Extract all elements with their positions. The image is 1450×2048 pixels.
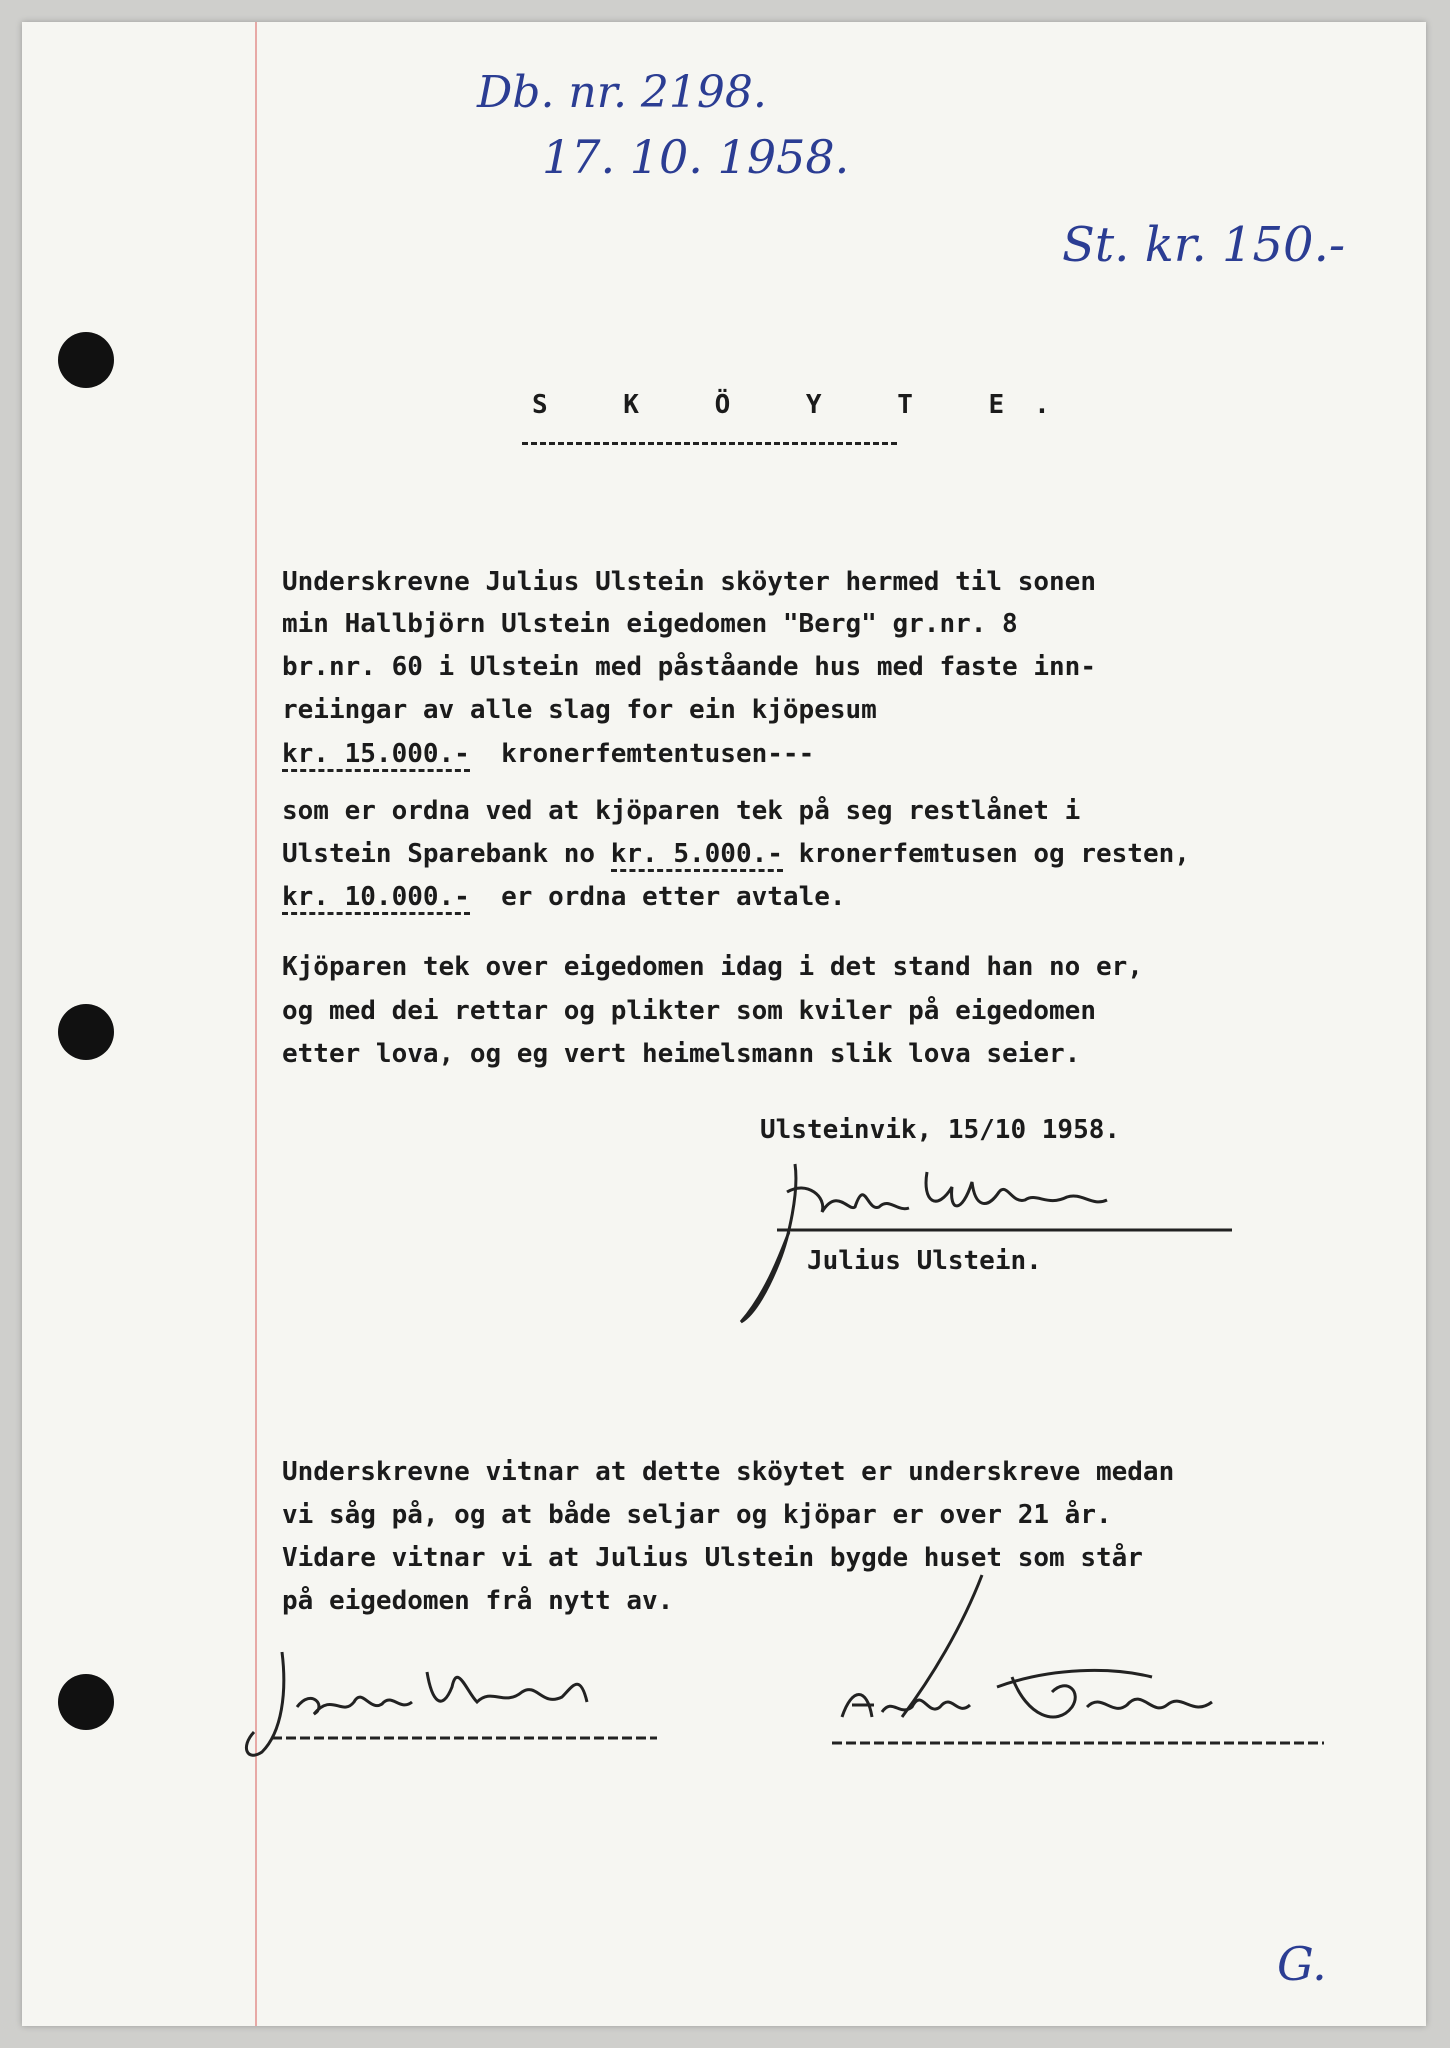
para2-line-2: og med dei rettar og plikter som kviler på eigedomen: [282, 996, 1096, 1026]
registration-date: 17. 10. 1958.: [542, 130, 850, 184]
witness-2-signature: [812, 1567, 1332, 1782]
loan-line-1: som er ordna ved at kjöparen tek på seg restlånet i: [282, 796, 1081, 826]
seller-signature: [737, 1152, 1237, 1332]
loan-amount: kr. 5.000.-: [611, 839, 783, 872]
para2-line-3: etter lova, og eg vert heimelsmann slik lova seier.: [282, 1039, 1081, 1069]
punch-hole-middle: [58, 1004, 114, 1060]
witness-1-signature: [242, 1632, 662, 1782]
loan-line-2-post: kronerfemtusen og resten,: [798, 839, 1190, 869]
punch-hole-top: [58, 332, 114, 388]
registration-number: Db. nr. 2198.: [477, 67, 767, 118]
witness-line-4: på eigedomen frå nytt av.: [282, 1586, 674, 1616]
price-amount: kr. 15.000.-: [282, 739, 470, 772]
witness-line-1: Underskrevne vitnar at dette sköytet er underskreve medan: [282, 1457, 1175, 1487]
body-line-4: reiingar av alle slag for ein kjöpesum: [282, 695, 877, 725]
punch-hole-bottom: [58, 1674, 114, 1730]
document-title: S K Ö Y T E.: [532, 390, 1080, 420]
body-line-2: min Hallbjörn Ulstein eigedomen "Berg" gr.nr. 8: [282, 609, 1018, 639]
rest-text: er ordna etter avtale.: [501, 882, 846, 912]
price-line: [282, 739, 814, 769]
place-date: Ulsteinvik, 15/10 1958.: [760, 1115, 1121, 1145]
rest-amount: kr. 10.000.-: [282, 882, 470, 915]
loan-line-2: [282, 839, 1190, 869]
rest-line: [282, 882, 846, 912]
witness-line-3: Vidare vitnar vi at Julius Ulstein bygde huset som står: [282, 1543, 1143, 1573]
seller-name: Julius Ulstein.: [807, 1246, 1042, 1276]
para2-line-1: Kjöparen tek over eigedomen idag i det stand han no er,: [282, 952, 1143, 982]
body-line-1: Underskrevne Julius Ulstein sköyter hermed til sonen: [282, 567, 1096, 597]
body-line-3: br.nr. 60 i Ulstein med påståande hus med faste inn-: [282, 652, 1096, 682]
corner-mark: G.: [1277, 1937, 1327, 1991]
title-underline: [522, 442, 897, 445]
witness-line-2: vi såg på, og at både seljar og kjöpar er over 21 år.: [282, 1500, 1112, 1530]
loan-line-2-pre: Ulstein Sparebank no: [282, 839, 596, 869]
document-page: [22, 22, 1426, 2026]
stamp-fee-note: St. kr. 150.-: [1062, 217, 1346, 273]
price-words: kronerfemtentusen---: [501, 739, 815, 769]
